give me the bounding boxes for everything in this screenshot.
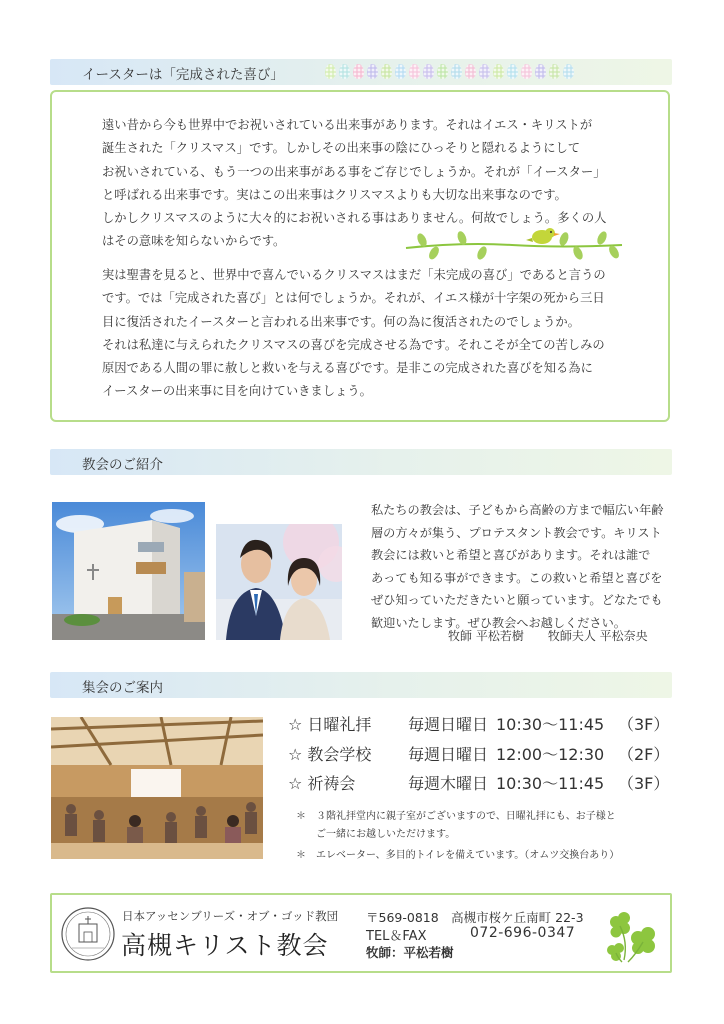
text-line: 原因である人間の罪に赦しと救いを与える喜びです。是非この完成された喜びを知る為に — [102, 361, 593, 376]
note-line: ＊ エレベーター、多目的トイレを備えています。（オムツ交換台あり） — [296, 850, 620, 861]
section-title: 集会のご案内 — [82, 680, 163, 696]
easter-egg-icon — [353, 64, 364, 79]
section-title: 教会のご紹介 — [82, 457, 163, 473]
section-header-meetings — [50, 672, 672, 698]
bird-icon — [526, 228, 560, 244]
meeting-day: 毎週日曜日 — [408, 745, 489, 764]
church-name: 高槻キリスト教会 — [121, 931, 329, 960]
meeting-name: ☆ 祈祷会 — [288, 774, 356, 793]
easter-egg-icon — [409, 64, 420, 79]
section-header-easter — [50, 59, 672, 85]
church-logo-icon — [60, 906, 116, 962]
text-line: はその意味を知らないからです。 — [102, 234, 286, 249]
section-header-church — [50, 449, 672, 475]
text-line: 誕生された「クリスマス」です。しかしその出来事の陰にひっそりと隠れるようにして — [102, 141, 581, 156]
text-line: 教会には救いと希望と喜びがあります。それは誰で — [371, 548, 651, 563]
meeting-time: 10:30～11:45 — [496, 715, 605, 734]
meeting-day: 毎週木曜日 — [408, 774, 489, 793]
church-building-photo — [52, 502, 205, 640]
text-line: それは私達に与えられたクリスマスの喜びを完成させる為です。それこそが全ての苦しみの — [102, 337, 605, 352]
text-line: 層の方々が集う、プロテスタント教会です。キリスト — [371, 525, 662, 540]
text-line: 目に復活されたイースターと言われる出来事です。何の為に復活されたのでしょうか。 — [102, 314, 580, 329]
denomination-name: 日本アッセンブリーズ・オブ・ゴッド教団 — [122, 909, 339, 923]
text-line: しかしクリスマスのように大々的にお祝いされる事はありません。何故でしょう。多くの人 — [102, 211, 607, 226]
egg-decoration-row — [325, 64, 574, 79]
church-address: 〒569-0818 高槻市桜ケ丘南町 22-3 — [366, 910, 584, 925]
text-line: 遠い昔から今も世界中でお祝いされている出来事があります。それはイエス・キリストが — [102, 118, 593, 132]
meeting-floor: （2F） — [618, 745, 670, 764]
easter-egg-icon — [479, 64, 490, 79]
vine-bird-illustration — [402, 228, 626, 262]
text-line: 実は聖書を見ると、世界中で喜んでいるクリスマスはまだ「未完成の喜び」であると言うの — [102, 268, 606, 282]
easter-egg-icon — [451, 64, 462, 79]
meeting-name: ☆ 教会学校 — [288, 745, 372, 764]
section-title: イースターは「完成された喜び」 — [82, 67, 284, 83]
text-line: 歓迎いたします。ぜひ教会へお越しください。 — [371, 615, 626, 630]
easter-egg-icon — [563, 64, 574, 79]
easter-egg-icon — [493, 64, 504, 79]
easter-egg-icon — [465, 64, 476, 79]
text-line: と呼ばれる出来事です。実はこの出来事はクリスマスよりも大切な出来事なのです。 — [102, 187, 567, 202]
easter-egg-icon — [507, 64, 518, 79]
pastor-name: 牧師：平松若樹 — [366, 945, 454, 960]
clover-icon — [598, 908, 662, 966]
meeting-floor: （3F） — [618, 715, 670, 734]
church-intro-text — [371, 499, 664, 635]
meeting-time: 10:30～11:45 — [496, 774, 605, 793]
easter-egg-icon — [423, 64, 434, 79]
text-line: イースターの出来事に目を向けていきましょう。 — [102, 384, 372, 399]
easter-egg-icon — [339, 64, 350, 79]
meeting-name: ☆ 日曜礼拝 — [288, 715, 372, 734]
easter-egg-icon — [367, 64, 378, 79]
easter-egg-icon — [325, 64, 336, 79]
text-line: 私たちの教会は、子どもから高齢の方まで幅広い年齢 — [371, 503, 664, 517]
easter-egg-icon — [535, 64, 546, 79]
note-line: ＊ ３階礼拝堂内に親子室がございますので、日曜礼拝にも、お子様と — [296, 811, 616, 822]
pastor-signature: 牧師 平松若樹 牧師夫人 平松奈央 — [448, 629, 648, 643]
telfax-number: 072-696-0347 — [470, 925, 576, 941]
worship-service-photo — [51, 717, 263, 859]
text-line: あっても知る事ができます。この救いと希望と喜びを — [371, 570, 663, 585]
pastors-photo — [216, 524, 342, 640]
text-line: です。では「完成された喜び」とは何でしょうか。それが、イエス様が十字架の死から三日 — [102, 291, 605, 306]
easter-egg-icon — [437, 64, 448, 79]
text-line: お祝いされている、もう一つの出来事がある事をご存じでしょうか。それが「イースター」 — [102, 164, 606, 179]
telfax-label: TEL＆FAX — [366, 929, 427, 944]
easter-egg-icon — [395, 64, 406, 79]
easter-egg-icon — [549, 64, 560, 79]
text-line: ぜひ知っていただきたいと願っています。どなたでも — [371, 593, 663, 608]
meeting-floor: （3F） — [618, 774, 670, 793]
easter-egg-icon — [521, 64, 532, 79]
easter-egg-icon — [381, 64, 392, 79]
meeting-day: 毎週日曜日 — [408, 715, 489, 734]
easter-paragraph-2 — [102, 264, 606, 404]
meeting-time: 12:00～12:30 — [496, 745, 605, 764]
note-line: ご一緒にお越しいただけます。 — [296, 829, 456, 840]
